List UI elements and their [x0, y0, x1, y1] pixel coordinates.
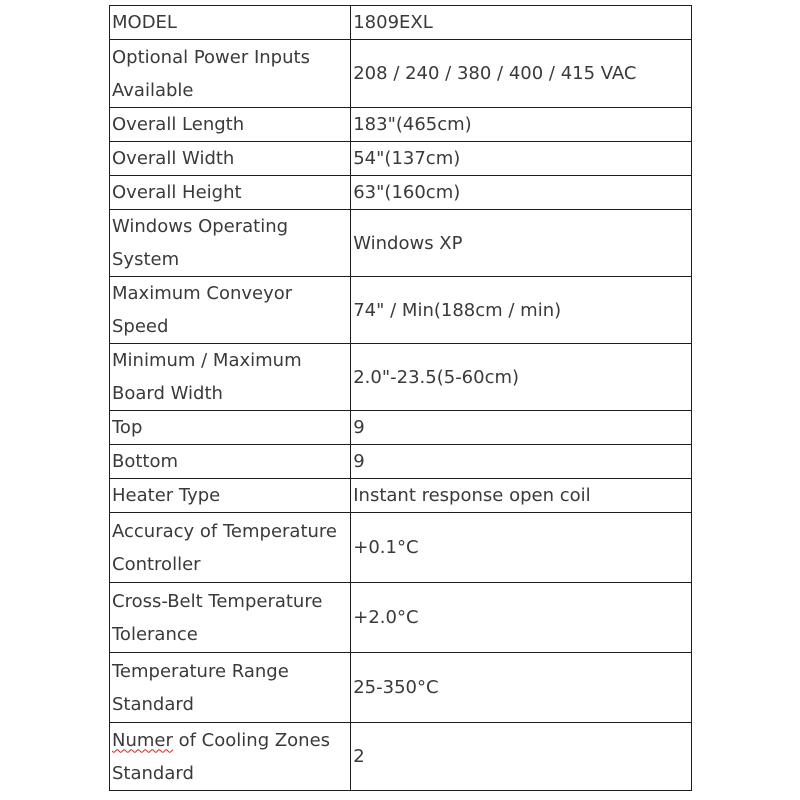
spec-label: Minimum / Maximum Board Width: [110, 344, 351, 411]
spec-label: Overall Height: [110, 176, 351, 210]
table-row: [110, 653, 692, 723]
spec-value: 54"(137cm): [351, 142, 692, 176]
spec-label: Overall Width: [110, 142, 351, 176]
spec-label-rest: of Cooling Zones Standard: [112, 729, 336, 784]
spec-value: 208 / 240 / 380 / 400 / 415 VAC: [351, 40, 692, 108]
spec-value: +0.1°C: [351, 513, 692, 583]
table-row: [110, 6, 692, 40]
table-row: [110, 40, 692, 108]
spec-value: 74" / Min(188cm / min): [351, 277, 692, 344]
table-row: [110, 210, 692, 277]
spec-value: 1809EXL: [351, 6, 692, 40]
table-row: [110, 513, 692, 583]
table-row: [110, 176, 692, 210]
spec-table: [109, 5, 692, 791]
spec-value: 63"(160cm): [351, 176, 692, 210]
spec-label: Temperature Range Standard: [110, 653, 351, 723]
table-row: [110, 344, 692, 411]
table-row: [110, 411, 692, 445]
spec-value: 2.0"-23.5(5-60cm): [351, 344, 692, 411]
spec-label: Maximum Conveyor Speed: [110, 277, 351, 344]
spec-label: Bottom: [110, 445, 351, 479]
table-row: [110, 445, 692, 479]
spec-label: Top: [110, 411, 351, 445]
spec-value: +2.0°C: [351, 583, 692, 653]
table-row: [110, 277, 692, 344]
spec-label: Windows Operating System: [110, 210, 351, 277]
table-row: [110, 723, 692, 791]
spec-value: 9: [351, 445, 692, 479]
spec-label: Accuracy of Temperature Controller: [110, 513, 351, 583]
table-row: [110, 479, 692, 513]
spec-label: MODEL: [110, 6, 351, 40]
spec-label: [110, 723, 351, 791]
spec-label: Heater Type: [110, 479, 351, 513]
spec-value: 9: [351, 411, 692, 445]
spec-label: Optional Power Inputs Available: [110, 40, 351, 108]
spec-value: 25-350°C: [351, 653, 692, 723]
spec-value: 183"(465cm): [351, 108, 692, 142]
spec-label: Overall Length: [110, 108, 351, 142]
spec-value: Instant response open coil: [351, 479, 692, 513]
table-row: [110, 142, 692, 176]
table-row: [110, 108, 692, 142]
spec-label: Cross-Belt Temperature Tolerance: [110, 583, 351, 653]
misspelled-word: Numer: [112, 729, 173, 751]
spec-value: 2: [351, 723, 692, 791]
spec-value: Windows XP: [351, 210, 692, 277]
table-row: [110, 583, 692, 653]
